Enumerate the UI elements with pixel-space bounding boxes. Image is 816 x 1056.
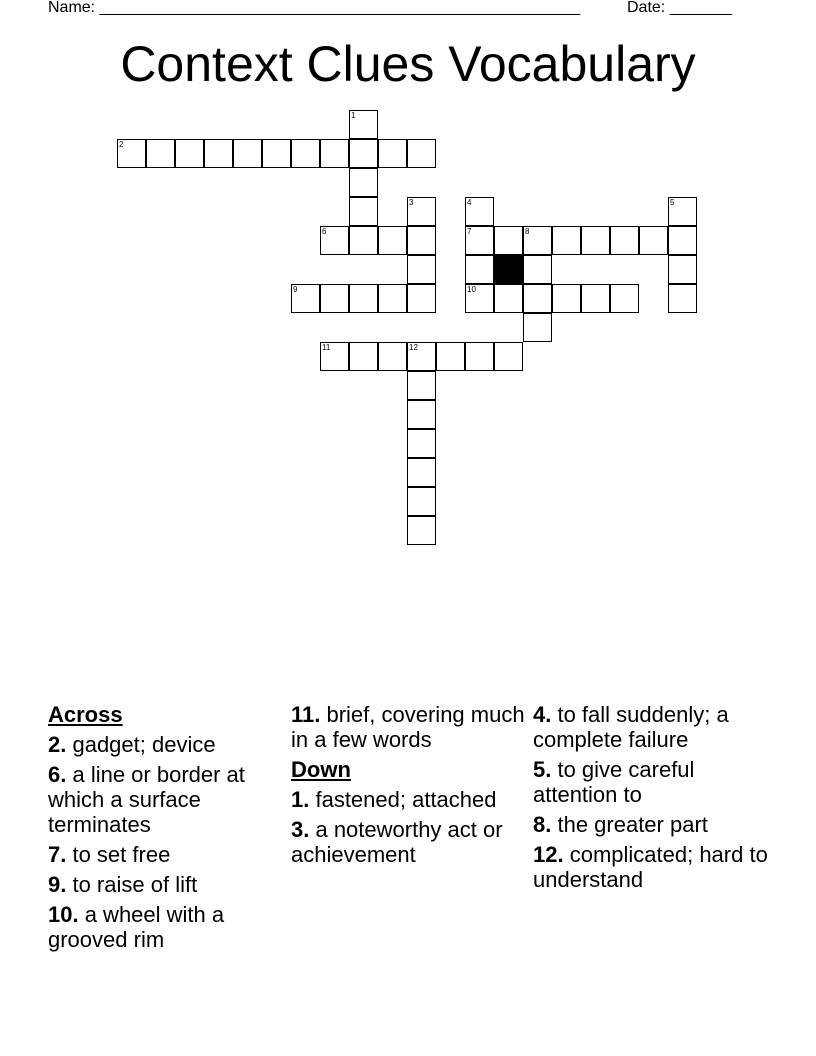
grid-cell[interactable] xyxy=(523,284,552,313)
clue-across-2 xyxy=(48,732,288,757)
clue-text: complicated; hard to understand xyxy=(533,842,768,892)
grid-cell[interactable] xyxy=(117,139,146,168)
grid-cell[interactable] xyxy=(407,226,436,255)
clue-text: to give careful attention to xyxy=(533,757,695,807)
cell-number: 8 xyxy=(525,227,530,236)
clues-column-2 xyxy=(291,702,531,872)
clue-number: 12. xyxy=(533,842,564,867)
cell-number: 7 xyxy=(467,227,472,236)
clue-down-8 xyxy=(533,812,773,837)
grid-cell[interactable] xyxy=(233,139,262,168)
clue-text: a noteworthy act or achievement xyxy=(291,817,503,867)
clue-across-7 xyxy=(48,842,288,867)
grid-cell[interactable] xyxy=(378,284,407,313)
clue-number: 8. xyxy=(533,812,552,837)
clue-number: 10. xyxy=(48,902,79,927)
clue-text: a line or border at which a surface terminates xyxy=(48,762,245,837)
grid-cell[interactable] xyxy=(378,342,407,371)
grid-cell[interactable] xyxy=(349,139,378,168)
grid-cell[interactable] xyxy=(668,255,697,284)
grid-cell[interactable] xyxy=(320,226,349,255)
grid-cell[interactable] xyxy=(494,342,523,371)
grid-cell[interactable] xyxy=(494,226,523,255)
grid-cell[interactable] xyxy=(407,371,436,400)
cell-number: 1 xyxy=(351,111,356,120)
grid-cell[interactable] xyxy=(320,139,349,168)
grid-cell[interactable] xyxy=(407,255,436,284)
grid-cell[interactable] xyxy=(523,226,552,255)
clue-number: 6. xyxy=(48,762,67,787)
clue-number: 5. xyxy=(533,757,552,782)
grid-cell[interactable] xyxy=(349,226,378,255)
cell-number: 10 xyxy=(467,285,476,294)
cell-number: 2 xyxy=(119,140,124,149)
clue-down-1 xyxy=(291,787,531,812)
grid-cell[interactable] xyxy=(668,284,697,313)
grid-cell[interactable] xyxy=(436,342,465,371)
clue-text: fastened; attached xyxy=(309,787,497,812)
clue-text: a wheel with a grooved rim xyxy=(48,902,225,952)
grid-cell[interactable] xyxy=(610,226,639,255)
grid-cell[interactable] xyxy=(668,226,697,255)
grid-cell[interactable] xyxy=(349,168,378,197)
grid-cell[interactable] xyxy=(639,226,668,255)
grid-cell[interactable] xyxy=(349,284,378,313)
grid-cell[interactable] xyxy=(465,284,494,313)
grid-cell[interactable] xyxy=(175,139,204,168)
grid-cell[interactable] xyxy=(204,139,233,168)
clue-number: 3. xyxy=(291,817,310,842)
cell-number: 12 xyxy=(409,343,418,352)
grid-cell[interactable] xyxy=(407,487,436,516)
clue-down-5 xyxy=(533,757,773,807)
grid-cell[interactable] xyxy=(320,284,349,313)
clue-down-12 xyxy=(533,842,773,892)
cell-number: 6 xyxy=(322,227,327,236)
down-heading: Down xyxy=(291,757,351,782)
clue-text: to set free xyxy=(66,842,171,867)
clues-column-3 xyxy=(533,702,773,897)
grid-cell[interactable] xyxy=(378,139,407,168)
page-title: Context Clues Vocabulary xyxy=(120,36,696,92)
grid-cell[interactable] xyxy=(610,284,639,313)
grid-cell[interactable] xyxy=(291,284,320,313)
grid-cell[interactable] xyxy=(407,516,436,545)
clue-across-9 xyxy=(48,872,288,897)
clues-column-1 xyxy=(48,702,288,957)
clue-down-3 xyxy=(291,817,531,867)
grid-cell[interactable] xyxy=(349,197,378,226)
across-heading: Across xyxy=(48,702,123,727)
grid-cell[interactable] xyxy=(262,139,291,168)
clue-down-4 xyxy=(533,702,773,752)
grid-cell[interactable] xyxy=(581,284,610,313)
clue-text: the greater part xyxy=(551,812,708,837)
grid-cell[interactable] xyxy=(552,226,581,255)
grid-cell[interactable] xyxy=(465,197,494,226)
grid-cell[interactable] xyxy=(349,342,378,371)
clue-text: gadget; device xyxy=(66,732,216,757)
clue-across-6 xyxy=(48,762,288,837)
clue-text: brief, covering much in a few words xyxy=(291,702,525,752)
grid-cell[interactable] xyxy=(407,429,436,458)
cell-number: 11 xyxy=(322,343,331,352)
clue-number: 7. xyxy=(48,842,67,867)
grid-cell[interactable] xyxy=(407,284,436,313)
grid-cell[interactable] xyxy=(668,197,697,226)
grid-cell[interactable] xyxy=(320,342,349,371)
grid-cell[interactable] xyxy=(523,313,552,342)
clue-number: 9. xyxy=(48,872,67,897)
clue-across-10 xyxy=(48,902,288,952)
grid-cell[interactable] xyxy=(407,139,436,168)
cell-number: 5 xyxy=(670,198,675,207)
grid-cell[interactable] xyxy=(291,139,320,168)
black-cell xyxy=(494,255,523,284)
grid-cell[interactable] xyxy=(146,139,175,168)
cell-number: 3 xyxy=(409,198,414,207)
grid-cell[interactable] xyxy=(407,342,436,371)
grid-cell[interactable] xyxy=(407,458,436,487)
clue-text: to raise of lift xyxy=(66,872,198,897)
grid-cell[interactable] xyxy=(349,110,378,139)
grid-cell[interactable] xyxy=(552,284,581,313)
clue-number: 2. xyxy=(48,732,67,757)
cell-number: 4 xyxy=(467,198,472,207)
grid-cell[interactable] xyxy=(465,255,494,284)
grid-cell[interactable] xyxy=(407,197,436,226)
clue-text: to fall suddenly; a complete failure xyxy=(533,702,729,752)
grid-cell[interactable] xyxy=(523,255,552,284)
date-field[interactable]: Date: _______ xyxy=(627,0,732,16)
clue-number: 11. xyxy=(291,702,321,727)
grid-cell[interactable] xyxy=(581,226,610,255)
name-field[interactable]: Name: ______________________________________________________ xyxy=(48,0,581,16)
grid-cell[interactable] xyxy=(407,400,436,429)
grid-cell[interactable] xyxy=(465,342,494,371)
grid-cell[interactable] xyxy=(494,284,523,313)
cell-number: 9 xyxy=(293,285,298,294)
clue-across-11 xyxy=(291,702,531,752)
clue-number: 1. xyxy=(291,787,310,812)
grid-cell[interactable] xyxy=(465,226,494,255)
clue-number: 4. xyxy=(533,702,552,727)
grid-cell[interactable] xyxy=(378,226,407,255)
